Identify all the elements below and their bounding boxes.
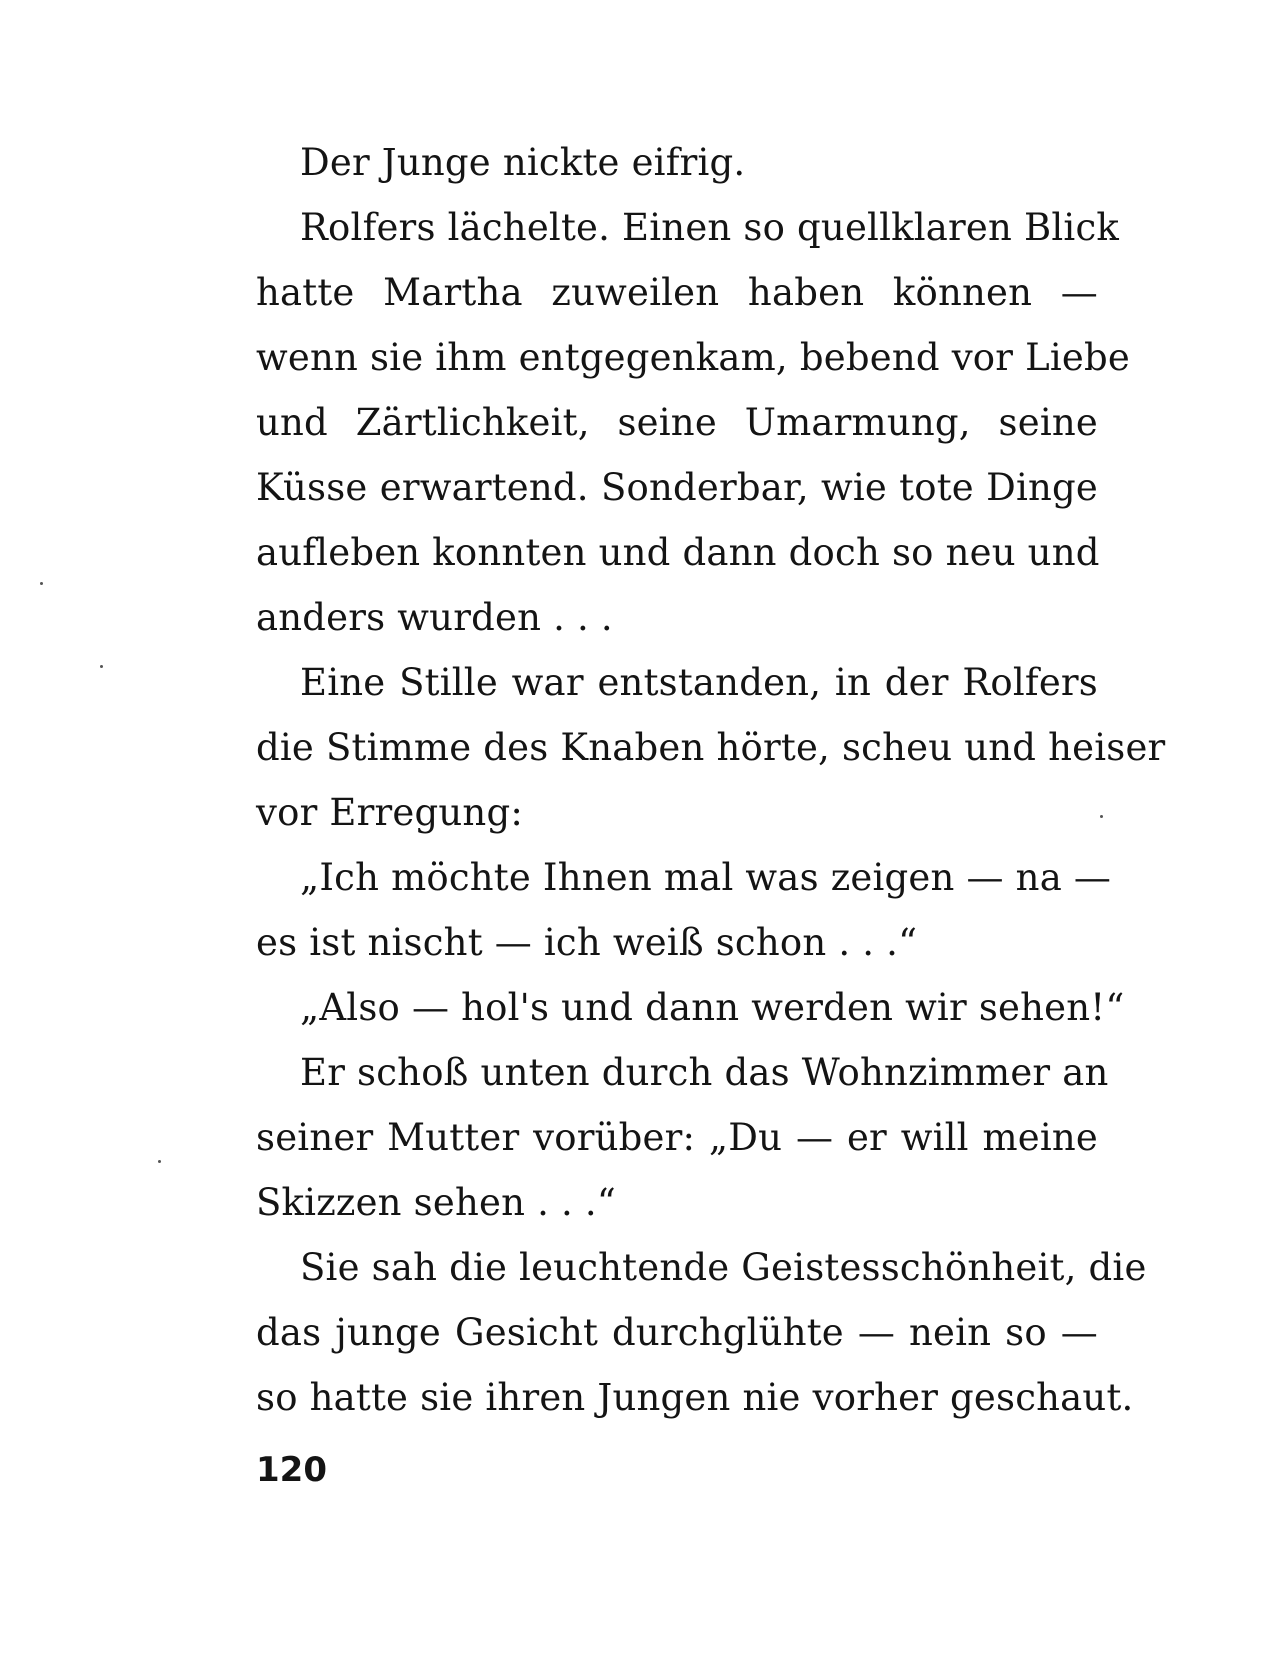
text-line: Küsse erwartend. Sonderbar, wie tote Dinge (256, 466, 1098, 509)
text-line: und Zärtlichkeit, seine Umarmung, seine (256, 401, 1098, 444)
text-line: Skizzen sehen . . .“ (256, 1181, 616, 1224)
text-line: es ist nischt — ich weiß schon . . .“ (256, 921, 918, 964)
text-line: „Ich möchte Ihnen mal was zeigen — na — (300, 856, 1112, 899)
text-line: „Also — hol's und dann werden wir sehen!“ (300, 986, 1125, 1029)
scan-speck (1100, 815, 1103, 818)
text-line: aufleben konnten und dann doch so neu und (256, 531, 1100, 574)
page-number: 120 (256, 1450, 327, 1490)
text-line: Er schoß unten durch das Wohnzimmer an (300, 1051, 1109, 1094)
text-line: Der Junge nickte eifrig. (300, 141, 746, 184)
text-line: wenn sie ihm entgegenkam, bebend vor Liebe (256, 336, 1130, 379)
text-line: vor Erregung: (256, 791, 524, 834)
body-text (256, 130, 1166, 1430)
text-line: Rolfers lächelte. Einen so quellklaren Blick (300, 206, 1120, 249)
scan-speck (40, 582, 43, 585)
text-line: Eine Stille war entstanden, in der Rolfers (300, 661, 1098, 704)
text-line: seiner Mutter vorüber: „Du — er will meine (256, 1116, 1098, 1159)
text-line: Sie sah die leuchtende Geistesschönheit, die (300, 1246, 1147, 1289)
text-line: hatte Martha zuweilen haben können — (256, 271, 1098, 314)
text-line: die Stimme des Knaben hörte, scheu und heiser (256, 726, 1166, 769)
scan-speck (100, 665, 103, 668)
text-line: anders wurden . . . (256, 596, 613, 639)
scan-speck (158, 1160, 161, 1163)
text-line: das junge Gesicht durchglühte — nein so — (256, 1311, 1098, 1354)
text-line: so hatte sie ihren Jungen nie vorher geschaut. (256, 1376, 1134, 1419)
